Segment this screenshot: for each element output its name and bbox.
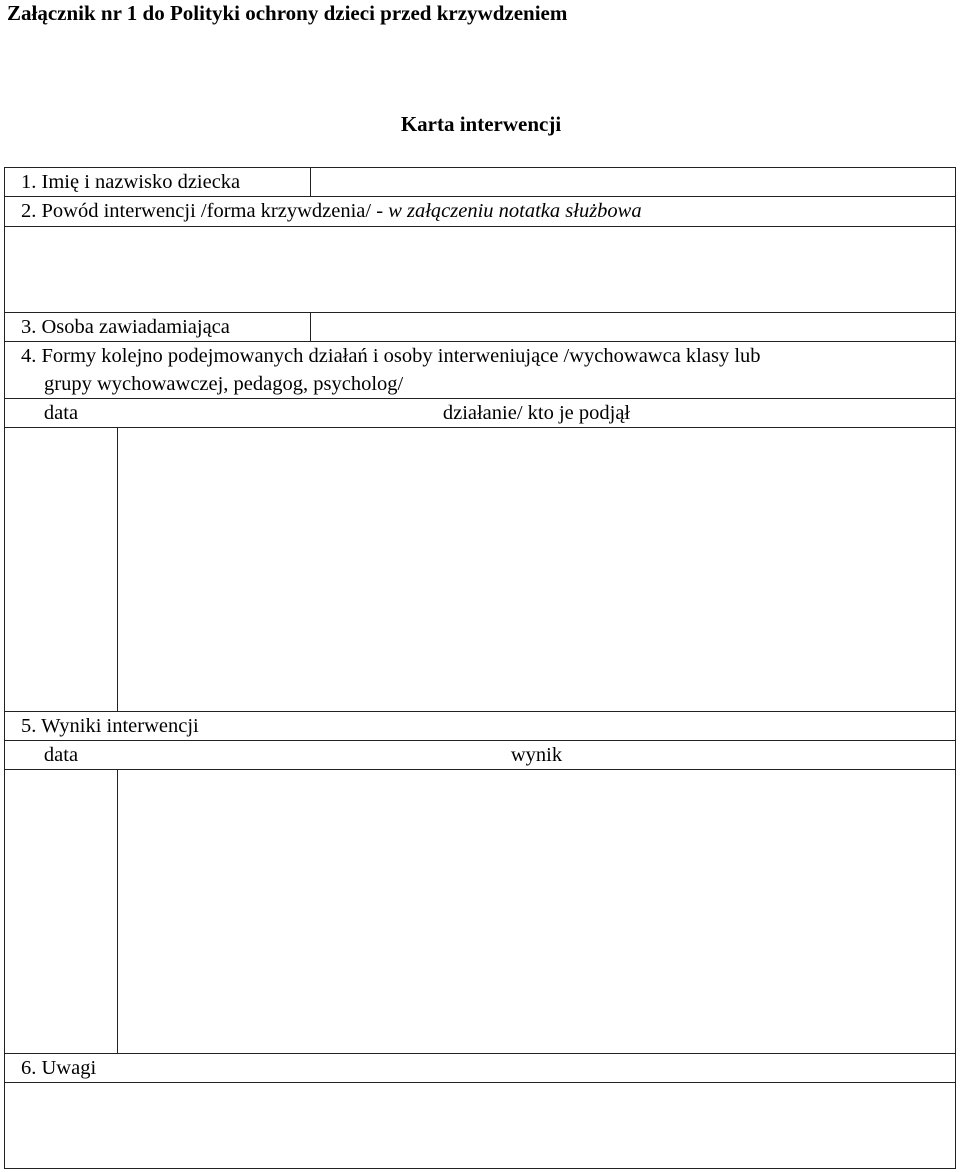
form-bottom-border bbox=[4, 1168, 956, 1169]
document-header: Załącznik nr 1 do Polityki ochrony dzieci przed krzywdzeniem bbox=[7, 1, 568, 25]
cell-divider bbox=[310, 312, 311, 341]
section-4-column-date: data bbox=[43, 402, 79, 424]
column-divider bbox=[117, 427, 118, 711]
row-divider bbox=[4, 226, 956, 227]
section-5-column-result: wynik bbox=[510, 744, 563, 766]
child-name-field[interactable] bbox=[312, 168, 954, 195]
column-divider bbox=[117, 769, 118, 1053]
row-divider bbox=[4, 769, 956, 770]
row-divider bbox=[4, 341, 956, 342]
row-divider bbox=[4, 427, 956, 428]
section-5-result-cell[interactable] bbox=[119, 771, 954, 1052]
row-divider bbox=[4, 1053, 956, 1054]
form-left-border bbox=[4, 167, 5, 1169]
form-right-border bbox=[955, 167, 956, 1169]
section-5-column-date: data bbox=[43, 744, 79, 766]
cell-divider bbox=[310, 167, 311, 196]
section-4-date-cell[interactable] bbox=[6, 429, 116, 710]
section-4-column-action: działanie/ kto je podjął bbox=[442, 402, 631, 424]
remarks-field[interactable] bbox=[6, 1084, 954, 1167]
row-divider bbox=[4, 711, 956, 712]
section-4-label-line-2: grupy wychowawczej, pedagog, psycholog/ bbox=[44, 373, 404, 395]
intervention-reason-field[interactable] bbox=[6, 228, 954, 311]
section-2-label-note: w załączeniu notatka służbowa bbox=[388, 200, 642, 222]
section-6-label: 6. Uwagi bbox=[21, 1057, 97, 1079]
section-5-label: 5. Wyniki interwencji bbox=[21, 715, 199, 737]
section-2-label bbox=[21, 199, 642, 223]
section-5-date-cell[interactable] bbox=[6, 771, 116, 1052]
section-4-action-cell[interactable] bbox=[119, 429, 954, 710]
document-title bbox=[0, 112, 960, 137]
section-3-label: 3. Osoba zawiadamiająca bbox=[21, 316, 230, 338]
row-divider bbox=[4, 196, 956, 197]
section-4-label-line-1: 4. Formy kolejno podejmowanych działań i osoby interweniujące /wychowawca klasy lub bbox=[21, 345, 761, 367]
document-title-text: Karta interwencji bbox=[400, 112, 562, 136]
section-1-label: 1. Imię i nazwisko dziecka bbox=[21, 171, 241, 193]
section-2-label-text: 2. Powód interwencji /forma krzywdzenia/ - bbox=[21, 200, 389, 222]
row-divider bbox=[4, 398, 956, 399]
notifying-person-field[interactable] bbox=[312, 313, 954, 340]
row-divider bbox=[4, 740, 956, 741]
row-divider bbox=[4, 1082, 956, 1083]
